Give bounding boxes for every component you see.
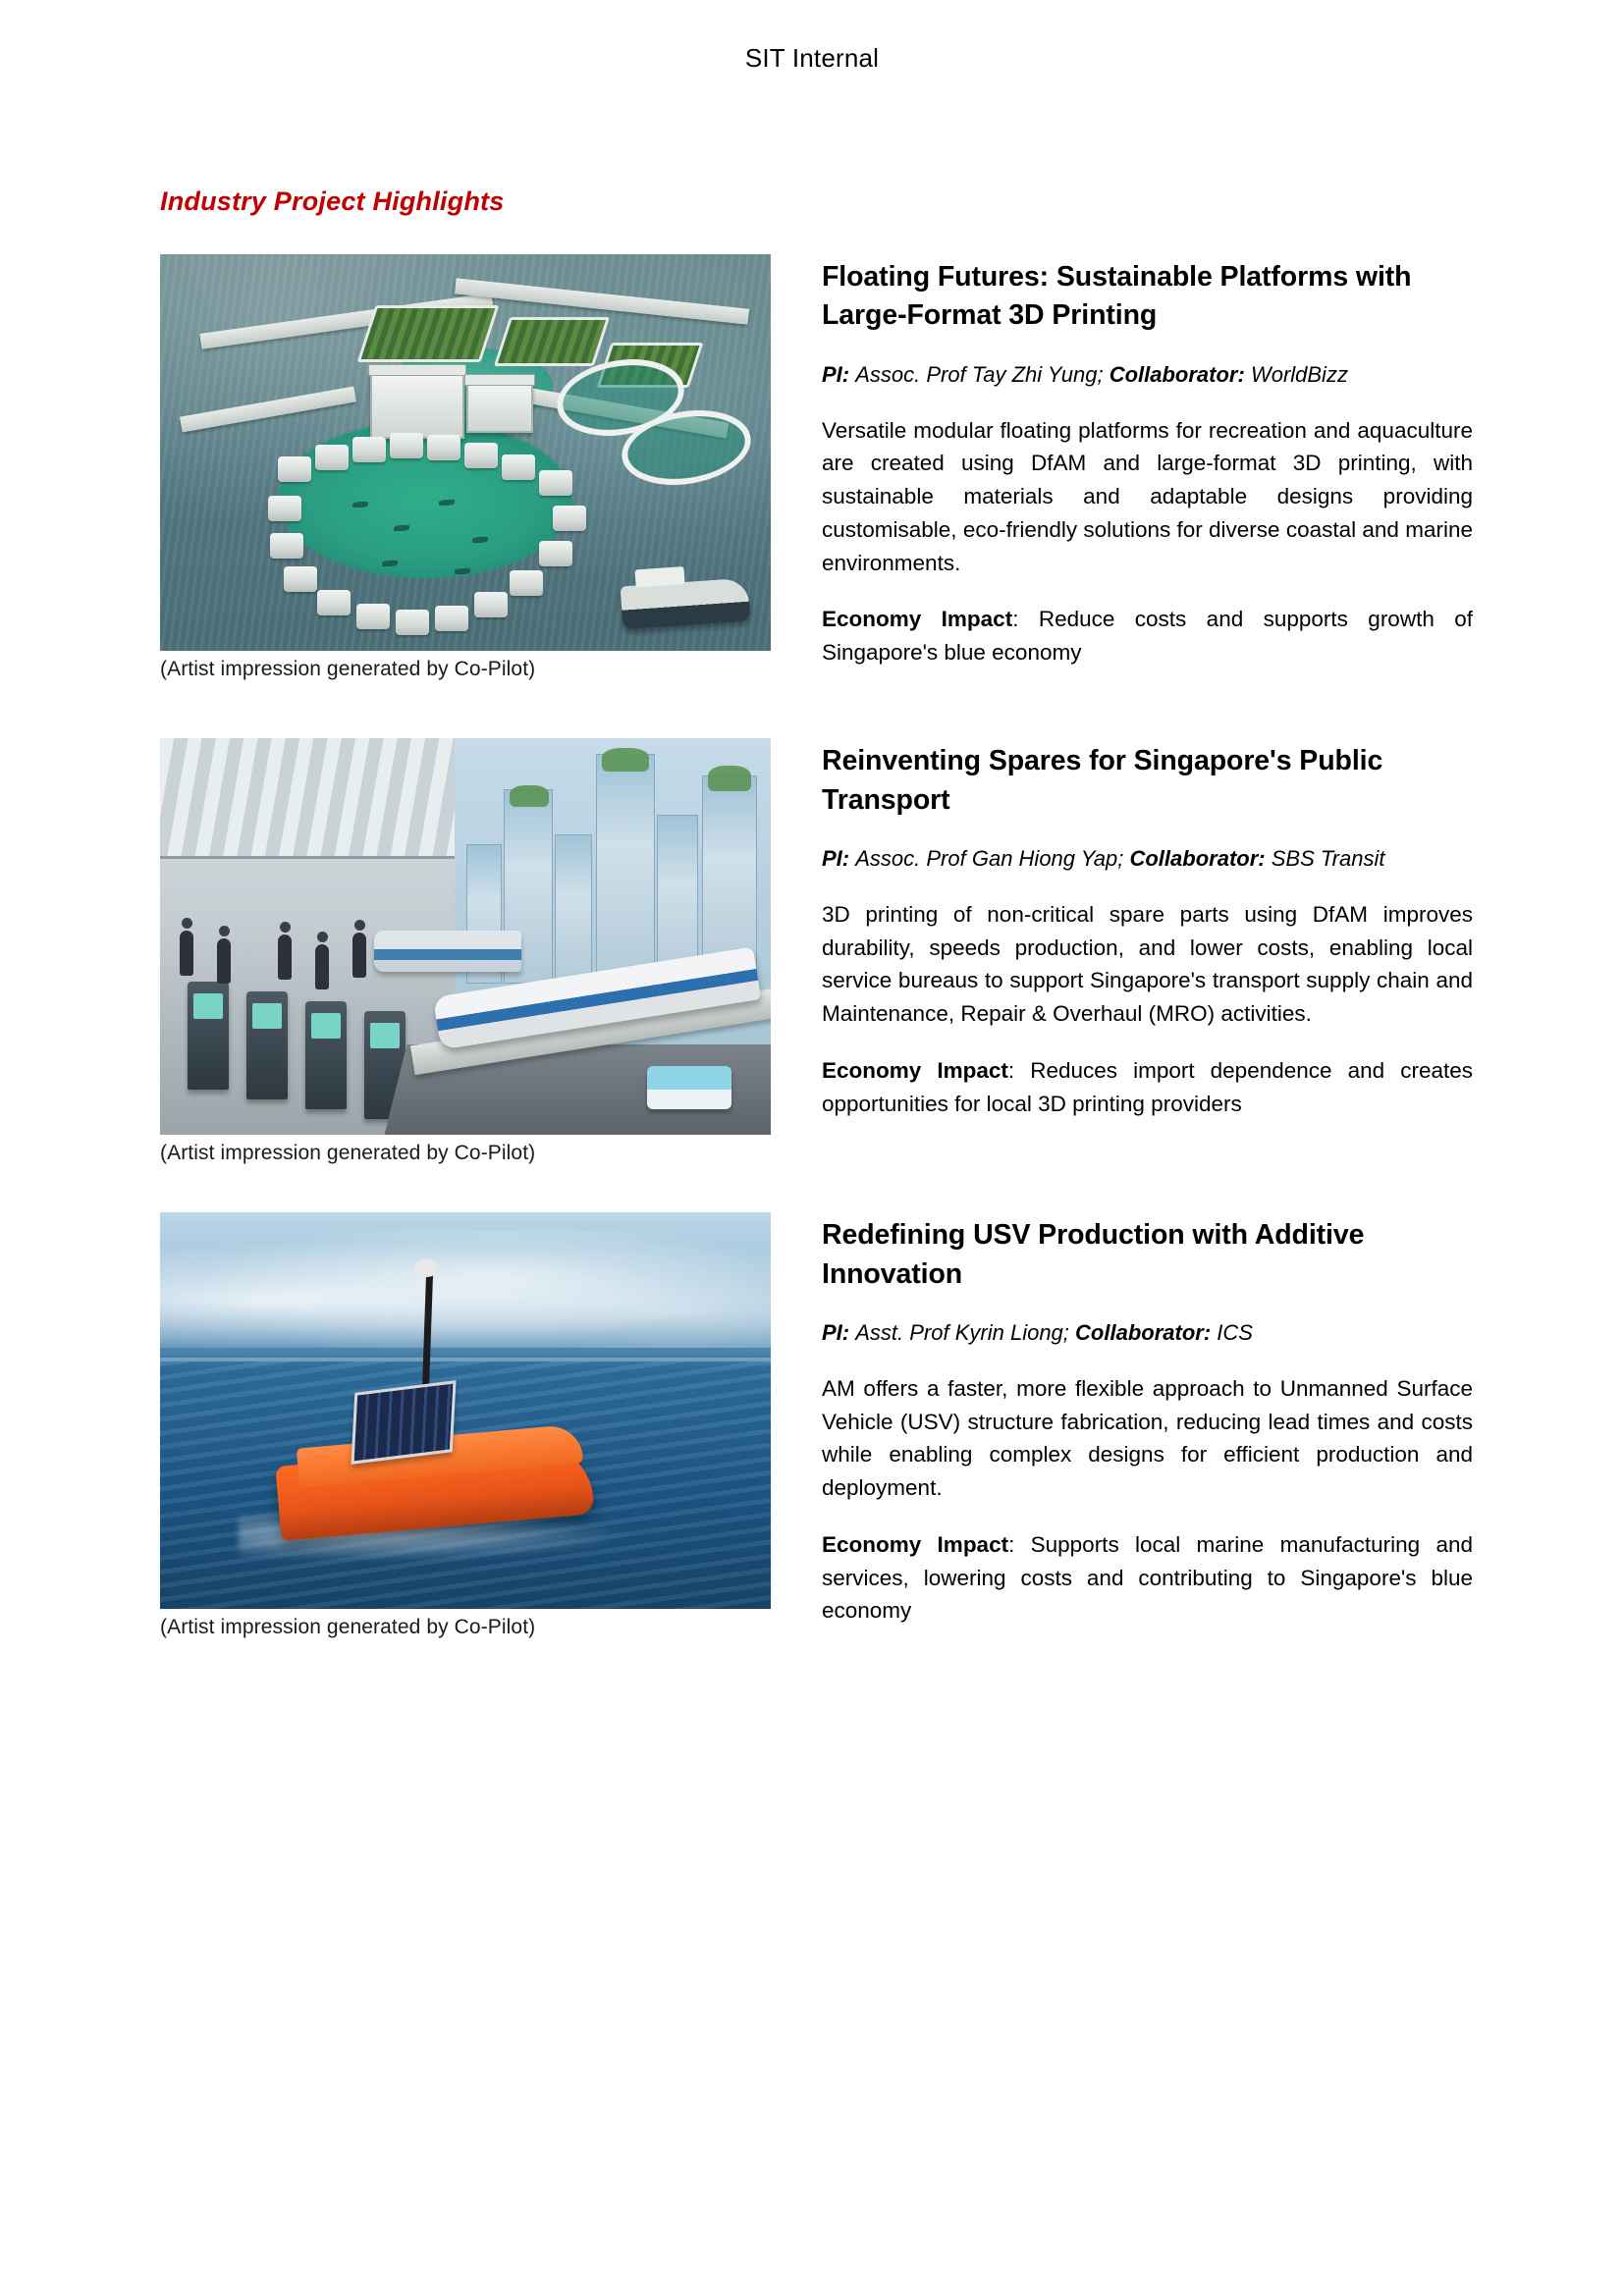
project-impact	[822, 1528, 1473, 1628]
project-entry	[160, 738, 1473, 1165]
pi-value: Asst. Prof Kyrin Liong;	[855, 1319, 1069, 1345]
impact-text: : Reduces import dependence and creates opportunities for local 3D printing providers	[822, 1057, 1473, 1116]
floating-platforms-illustration	[160, 254, 771, 651]
impact-text: : Reduce costs and supports growth of Singapore's blue economy	[822, 607, 1473, 666]
project-title: Redefining USV Production with Additive Innovation	[822, 1219, 1365, 1290]
page-title: Industry Project Highlights	[160, 187, 505, 216]
impact-label: Economy Impact	[822, 1057, 1008, 1083]
document-content	[160, 187, 1473, 1697]
project-text	[771, 738, 1473, 1143]
project-impact	[822, 603, 1473, 669]
page-header-classification: SIT Internal	[744, 43, 880, 73]
project-text	[771, 254, 1473, 691]
project-description: AM offers a faster, more flexible approach to Unmanned Surface Vehicle (USV) structure fabrication, reducing lead times and costs while enabling complex designs for efficient production and deployment.	[822, 1375, 1473, 1501]
impact-label: Economy Impact	[822, 1531, 1009, 1557]
collaborator-label: Collaborator:	[1129, 845, 1266, 871]
collaborator-label: Collaborator:	[1075, 1319, 1212, 1345]
project-impact	[822, 1054, 1473, 1121]
project-title: Reinventing Spares for Singapore's Public Transport	[822, 745, 1383, 816]
impact-text: : Supports local marine manufacturing and services, lowering costs and contributing to Singapore's blue economy	[822, 1531, 1474, 1624]
project-media	[160, 738, 771, 1165]
collaborator-label: Collaborator:	[1109, 361, 1245, 387]
pi-label: PI:	[822, 845, 850, 871]
project-entry	[160, 1212, 1473, 1649]
collaborator-value: WorldBizz	[1250, 361, 1348, 387]
project-text	[771, 1212, 1473, 1649]
project-credits	[822, 843, 1473, 875]
collaborator-value: ICS	[1217, 1319, 1253, 1345]
image-caption: (Artist impression generated by Co-Pilot)	[160, 658, 536, 680]
pi-label: PI:	[822, 1319, 850, 1345]
project-media	[160, 1212, 771, 1639]
project-description: Versatile modular floating platforms for recreation and aquaculture are created using DfAM and large-format 3D printing, with sustainable materials and adaptable designs providing customisable, eco-friendly solutions for diverse coastal and marine environments.	[822, 417, 1473, 575]
image-caption: (Artist impression generated by Co-Pilot)	[160, 1142, 536, 1165]
public-transport-illustration	[160, 738, 771, 1135]
usv-illustration	[160, 1212, 771, 1609]
impact-label: Economy Impact	[822, 607, 1013, 632]
project-media	[160, 254, 771, 681]
pi-label: PI:	[822, 361, 850, 387]
project-title: Floating Futures: Sustainable Platforms with Large-Format 3D Printing	[822, 261, 1412, 332]
project-entry	[160, 254, 1473, 691]
collaborator-value: SBS Transit	[1271, 845, 1385, 871]
project-credits	[822, 1317, 1473, 1349]
pi-value: Assoc. Prof Gan Hiong Yap;	[855, 845, 1124, 871]
project-description: 3D printing of non-critical spare parts using DfAM improves durability, speeds production, and lower costs, enabling local service bureaus to support Singapore's transport supply chain and Maintenance, Repair & Overhaul (MRO) activities.	[822, 901, 1473, 1027]
image-caption: (Artist impression generated by Co-Pilot)	[160, 1616, 536, 1639]
pi-value: Assoc. Prof Tay Zhi Yung;	[855, 361, 1104, 387]
project-credits	[822, 359, 1473, 391]
